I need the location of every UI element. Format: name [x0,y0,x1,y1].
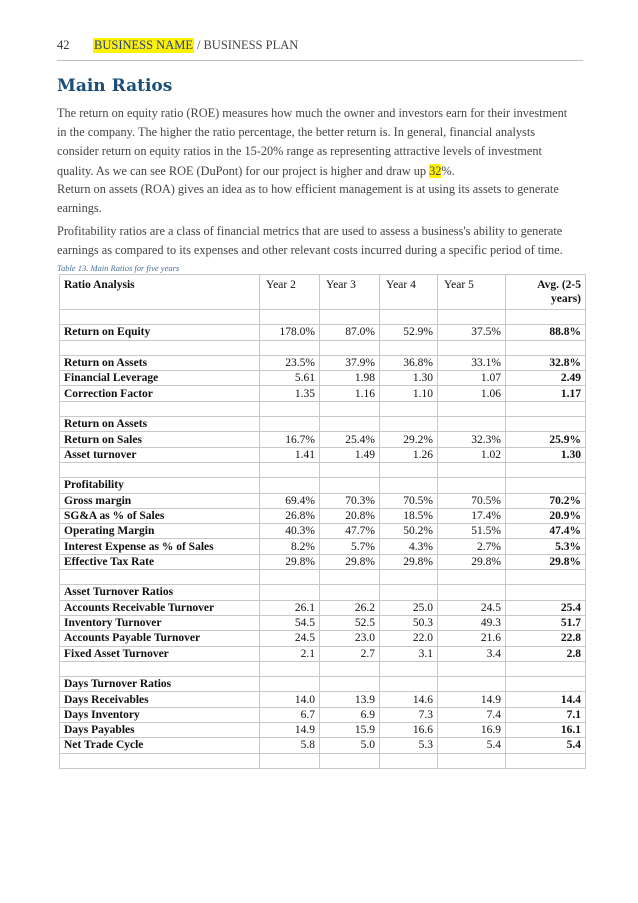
value-cell: 1.30 [380,371,438,386]
average-cell: 29.8% [506,554,586,569]
value-cell: 15.9 [320,723,380,738]
average-cell: 51.7 [506,615,586,630]
column-header: Year 5 [438,275,506,310]
value-cell: 18.5% [380,508,438,523]
group-heading-cell: Days Turnover Ratios [60,677,260,692]
column-header: Year 3 [320,275,380,310]
table-header-row [60,275,586,310]
ratio-label-cell: Days Inventory [60,707,260,722]
value-cell: 50.3 [380,615,438,630]
table-spacer-row [60,340,586,355]
roa-paragraph: Return on assets (ROA) gives an idea as to how efficient management is at using its assets to generate earnings. [57,182,559,216]
empty-cell [60,570,260,585]
value-cell: 47.7% [320,524,380,539]
empty-cell [260,310,320,325]
empty-cell [438,310,506,325]
table-row [60,493,586,508]
empty-cell [506,753,586,768]
value-cell: 7.4 [438,707,506,722]
table-row [60,524,586,539]
ratio-label-cell: Return on Assets [60,355,260,370]
value-cell: 5.61 [260,371,320,386]
table-caption: Table 13. Main Ratios for five years [57,263,180,273]
value-cell: 5.4 [438,738,506,753]
ratio-label-cell: Fixed Asset Turnover [60,646,260,661]
value-cell: 2.7 [320,646,380,661]
value-cell: 14.9 [438,692,506,707]
table-row [60,539,586,554]
empty-cell [380,478,438,493]
empty-cell [380,661,438,676]
value-cell: 23.5% [260,355,320,370]
empty-cell [260,753,320,768]
empty-cell [380,753,438,768]
value-cell: 1.07 [438,371,506,386]
empty-cell [380,462,438,477]
average-cell: 1.17 [506,386,586,401]
average-cell: 5.4 [506,738,586,753]
empty-cell [506,661,586,676]
value-cell: 40.3% [260,524,320,539]
empty-cell [506,401,586,416]
value-cell: 3.1 [380,646,438,661]
roe-paragraph-end: %. [441,163,455,178]
empty-cell [506,677,586,692]
table-spacer-row [60,310,586,325]
empty-cell [320,401,380,416]
value-cell: 70.3% [320,493,380,508]
value-cell: 54.5 [260,615,320,630]
table-row [60,371,586,386]
value-cell: 13.9 [320,692,380,707]
empty-cell [60,462,260,477]
empty-cell [60,310,260,325]
roe-highlight-value: 32 [429,163,442,178]
value-cell: 49.3 [438,615,506,630]
ratio-label-cell: SG&A as % of Sales [60,508,260,523]
empty-cell [438,570,506,585]
value-cell: 5.0 [320,738,380,753]
table-row [60,447,586,462]
ratio-label-cell: Accounts Receivable Turnover [60,600,260,615]
average-cell: 2.8 [506,646,586,661]
value-cell: 25.0 [380,600,438,615]
value-cell: 20.8% [320,508,380,523]
table-row [60,646,586,661]
value-cell: 7.3 [380,707,438,722]
empty-cell [506,417,586,432]
empty-cell [506,310,586,325]
table-row [60,386,586,401]
empty-cell [380,677,438,692]
empty-cell [380,570,438,585]
table-spacer-row [60,462,586,477]
section-title: Main Ratios [57,76,173,96]
value-cell: 1.49 [320,447,380,462]
ratio-label-cell: Inventory Turnover [60,615,260,630]
average-cell: 25.4 [506,600,586,615]
empty-cell [60,340,260,355]
average-cell: 22.8 [506,631,586,646]
value-cell: 16.9 [438,723,506,738]
empty-cell [260,462,320,477]
main-ratios-table [59,274,586,769]
ratio-label-cell: Days Payables [60,723,260,738]
value-cell: 16.7% [260,432,320,447]
empty-cell [260,677,320,692]
profitability-paragraph: Profitability ratios are a class of financial metrics that are used to assess a business's ability to generate earnings as compared to its expenses and other relevant costs incurred during a specific period of time. [57,224,563,258]
value-cell: 26.8% [260,508,320,523]
column-header: Year 4 [380,275,438,310]
empty-cell [380,340,438,355]
table-row [60,615,586,630]
table-row [60,554,586,569]
value-cell: 52.9% [380,325,438,340]
empty-cell [260,478,320,493]
empty-cell [320,417,380,432]
value-cell: 16.6 [380,723,438,738]
empty-cell [438,677,506,692]
empty-cell [320,753,380,768]
table-group-heading-row [60,677,586,692]
value-cell: 1.06 [438,386,506,401]
table-row [60,723,586,738]
table-row [60,631,586,646]
table-row [60,432,586,447]
value-cell: 4.3% [380,539,438,554]
table-spacer-row [60,401,586,416]
value-cell: 6.9 [320,707,380,722]
page-header [57,38,583,58]
value-cell: 1.26 [380,447,438,462]
value-cell: 69.4% [260,493,320,508]
average-cell: 32.8% [506,355,586,370]
table-row [60,738,586,753]
page-number: 42 [57,38,70,52]
value-cell: 29.8% [320,554,380,569]
ratio-label-cell: Correction Factor [60,386,260,401]
value-cell: 29.8% [438,554,506,569]
empty-cell [260,401,320,416]
value-cell: 33.1% [438,355,506,370]
empty-cell [380,401,438,416]
value-cell: 70.5% [438,493,506,508]
empty-cell [260,661,320,676]
ratio-label-cell: Financial Leverage [60,371,260,386]
table-group-heading-row [60,478,586,493]
ratio-label-cell: Days Receivables [60,692,260,707]
table-spacer-row [60,570,586,585]
value-cell: 5.3 [380,738,438,753]
average-cell: 5.3% [506,539,586,554]
empty-cell [438,661,506,676]
empty-cell [320,570,380,585]
value-cell: 25.4% [320,432,380,447]
value-cell: 21.6 [438,631,506,646]
value-cell: 70.5% [380,493,438,508]
ratio-label-cell: Accounts Payable Turnover [60,631,260,646]
value-cell: 14.9 [260,723,320,738]
empty-cell [320,340,380,355]
table-row [60,707,586,722]
value-cell: 26.1 [260,600,320,615]
value-cell: 14.0 [260,692,320,707]
ratio-label-cell: Return on Equity [60,325,260,340]
empty-cell [260,570,320,585]
ratio-label-cell: Operating Margin [60,524,260,539]
value-cell: 36.8% [380,355,438,370]
column-header: Year 2 [260,275,320,310]
value-cell: 1.10 [380,386,438,401]
empty-cell [438,478,506,493]
ratio-label-cell: Return on Sales [60,432,260,447]
value-cell: 37.5% [438,325,506,340]
value-cell: 29.8% [380,554,438,569]
empty-cell [320,310,380,325]
value-cell: 1.41 [260,447,320,462]
empty-cell [506,478,586,493]
value-cell: 1.98 [320,371,380,386]
header-separator: / [196,38,201,52]
roe-paragraph [57,104,577,181]
business-name: BUSINESS NAME [94,38,193,52]
column-header: Avg. (2-5 years) [506,275,586,310]
value-cell: 29.2% [380,432,438,447]
empty-cell [320,585,380,600]
empty-cell [438,417,506,432]
value-cell: 5.7% [320,539,380,554]
value-cell: 14.6 [380,692,438,707]
empty-cell [506,585,586,600]
average-cell: 47.4% [506,524,586,539]
empty-cell [506,340,586,355]
average-cell: 88.8% [506,325,586,340]
value-cell: 51.5% [438,524,506,539]
empty-cell [438,753,506,768]
value-cell: 24.5 [260,631,320,646]
value-cell: 17.4% [438,508,506,523]
average-cell: 2.49 [506,371,586,386]
roe-paragraph-text: The return on equity ratio (ROE) measures how much the owner and investors earn for their investment in the company. The higher the ratio percentage, the better return is. In general, financial analysts consider return on equity ratios in the 15-20% range as representing attractive levels of investment quality. As we can see ROE (DuPont) for our project is higher and draw up [57,106,568,178]
value-cell: 23.0 [320,631,380,646]
table-row [60,600,586,615]
ratio-label-cell: Effective Tax Rate [60,554,260,569]
empty-cell [380,310,438,325]
group-heading-cell: Return on Assets [60,417,260,432]
empty-cell [60,661,260,676]
ratio-label-cell: Gross margin [60,493,260,508]
value-cell: 6.7 [260,707,320,722]
value-cell: 8.2% [260,539,320,554]
value-cell: 22.0 [380,631,438,646]
empty-cell [438,585,506,600]
empty-cell [320,462,380,477]
empty-cell [260,585,320,600]
value-cell: 1.02 [438,447,506,462]
table-row [60,325,586,340]
ratio-label-cell: Asset turnover [60,447,260,462]
value-cell: 32.3% [438,432,506,447]
value-cell: 1.35 [260,386,320,401]
average-cell: 20.9% [506,508,586,523]
value-cell: 2.1 [260,646,320,661]
value-cell: 2.7% [438,539,506,554]
column-header: Ratio Analysis [60,275,260,310]
business-plan-label: BUSINESS PLAN [203,38,299,52]
table-group-heading-row [60,585,586,600]
empty-cell [260,417,320,432]
average-cell: 14.4 [506,692,586,707]
value-cell: 24.5 [438,600,506,615]
average-cell: 1.30 [506,447,586,462]
group-heading-cell: Profitability [60,478,260,493]
value-cell: 5.8 [260,738,320,753]
value-cell: 29.8% [260,554,320,569]
table-spacer-row [60,753,586,768]
value-cell: 3.4 [438,646,506,661]
empty-cell [506,570,586,585]
average-cell: 7.1 [506,707,586,722]
table-row [60,355,586,370]
table-group-heading-row [60,417,586,432]
empty-cell [60,753,260,768]
empty-cell [320,661,380,676]
average-cell: 70.2% [506,493,586,508]
table-body [60,310,586,769]
value-cell: 52.5 [320,615,380,630]
empty-cell [320,478,380,493]
empty-cell [380,585,438,600]
table-spacer-row [60,661,586,676]
empty-cell [60,401,260,416]
average-cell: 16.1 [506,723,586,738]
table-row [60,508,586,523]
empty-cell [260,340,320,355]
value-cell: 37.9% [320,355,380,370]
average-cell: 25.9% [506,432,586,447]
header-divider [57,60,583,61]
value-cell: 50.2% [380,524,438,539]
empty-cell [438,401,506,416]
value-cell: 26.2 [320,600,380,615]
table-row [60,692,586,707]
value-cell: 178.0% [260,325,320,340]
empty-cell [438,340,506,355]
empty-cell [438,462,506,477]
value-cell: 1.16 [320,386,380,401]
group-heading-cell: Asset Turnover Ratios [60,585,260,600]
empty-cell [380,417,438,432]
ratio-label-cell: Net Trade Cycle [60,738,260,753]
ratio-label-cell: Interest Expense as % of Sales [60,539,260,554]
empty-cell [506,462,586,477]
value-cell: 87.0% [320,325,380,340]
empty-cell [320,677,380,692]
